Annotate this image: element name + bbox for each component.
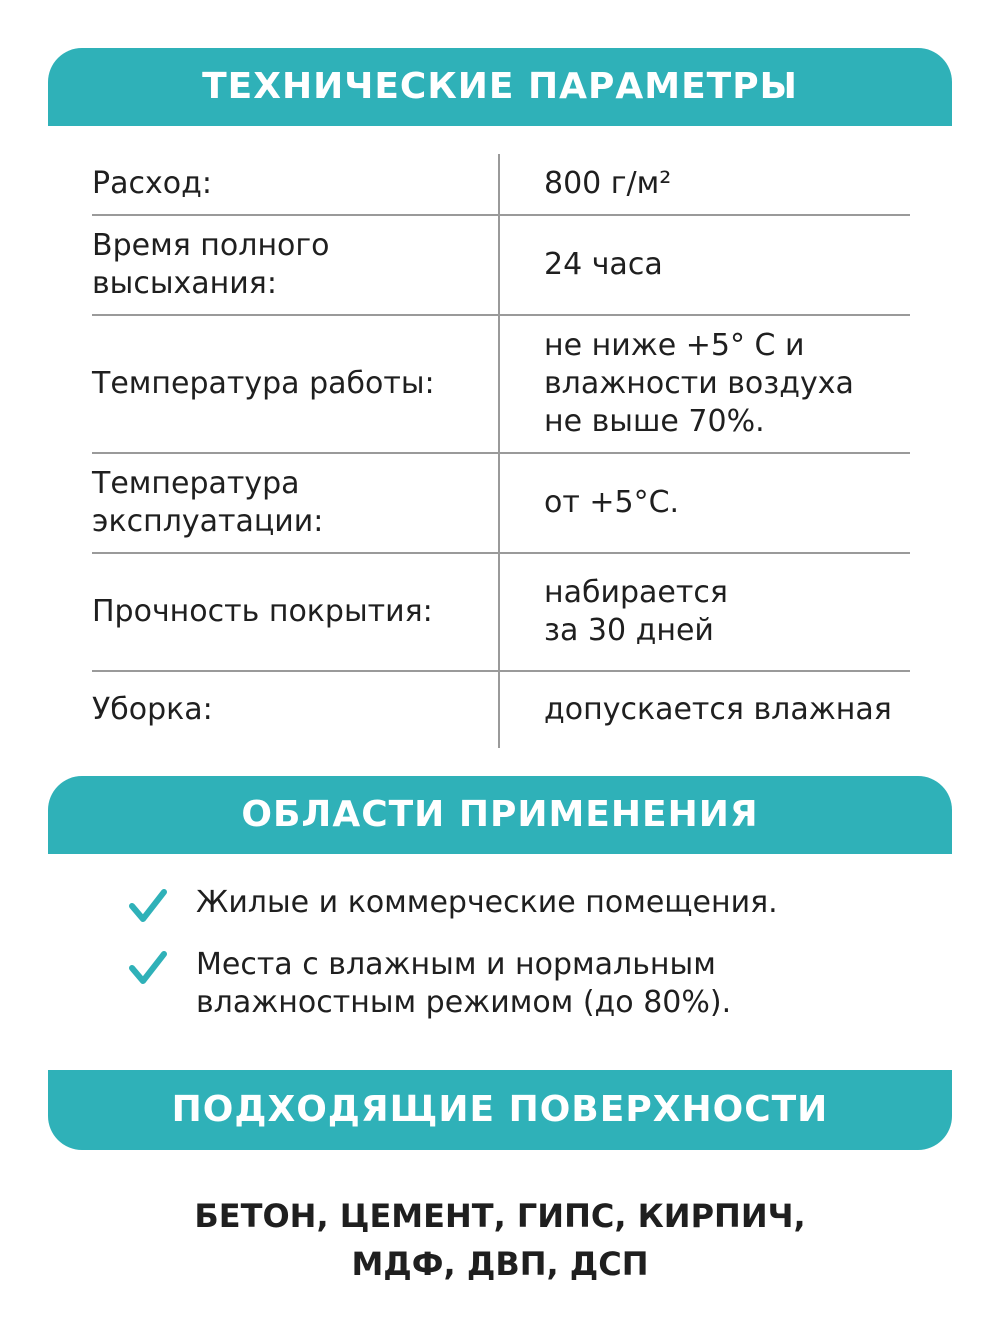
table-row (92, 554, 910, 672)
param-label: Температура эксплуатации: (92, 454, 500, 552)
applications-list (128, 884, 928, 1042)
surfaces-title: ПОДХОДЯЩИЕ ПОВЕРХНОСТИ (171, 1089, 829, 1130)
param-label: Температура работы: (92, 316, 500, 452)
tech-params-title: ТЕХНИЧЕСКИЕ ПАРАМЕТРЫ (202, 66, 798, 107)
table-row (92, 316, 910, 454)
param-label: Расход: (92, 154, 500, 214)
table-row (92, 454, 910, 554)
application-text: Места с влажным и нормальным влажностным режимом (до 80%). (196, 947, 732, 1020)
tech-params-header (48, 48, 952, 126)
applications-header (48, 776, 952, 854)
surfaces-header (48, 1070, 952, 1150)
param-value: 24 часа (544, 247, 663, 282)
param-value: не ниже +5° С и влажности воздуха не выше 70%. (544, 328, 854, 439)
table-row (92, 154, 910, 216)
param-label: Время полного высыхания: (92, 216, 500, 314)
list-item (128, 946, 928, 1022)
application-text: Жилые и коммерческие помещения. (196, 885, 778, 920)
param-value: от +5°С. (544, 485, 680, 520)
param-value: допускается влажная (544, 692, 892, 727)
params-table (92, 154, 910, 748)
check-icon (128, 886, 168, 926)
param-value: набирается за 30 дней (544, 575, 728, 648)
applications-title: ОБЛАСТИ ПРИМЕНЕНИЯ (241, 794, 759, 835)
check-icon (128, 948, 168, 988)
param-label: Уборка: (92, 672, 500, 748)
list-item (128, 884, 928, 926)
table-row (92, 216, 910, 316)
table-row (92, 672, 910, 748)
param-label: Прочность покрытия: (92, 554, 500, 670)
surfaces-list: БЕТОН, ЦЕМЕНТ, ГИПС, КИРПИЧ, МДФ, ДВП, ДСП (194, 1197, 806, 1283)
param-value: 800 г/м² (544, 166, 672, 201)
